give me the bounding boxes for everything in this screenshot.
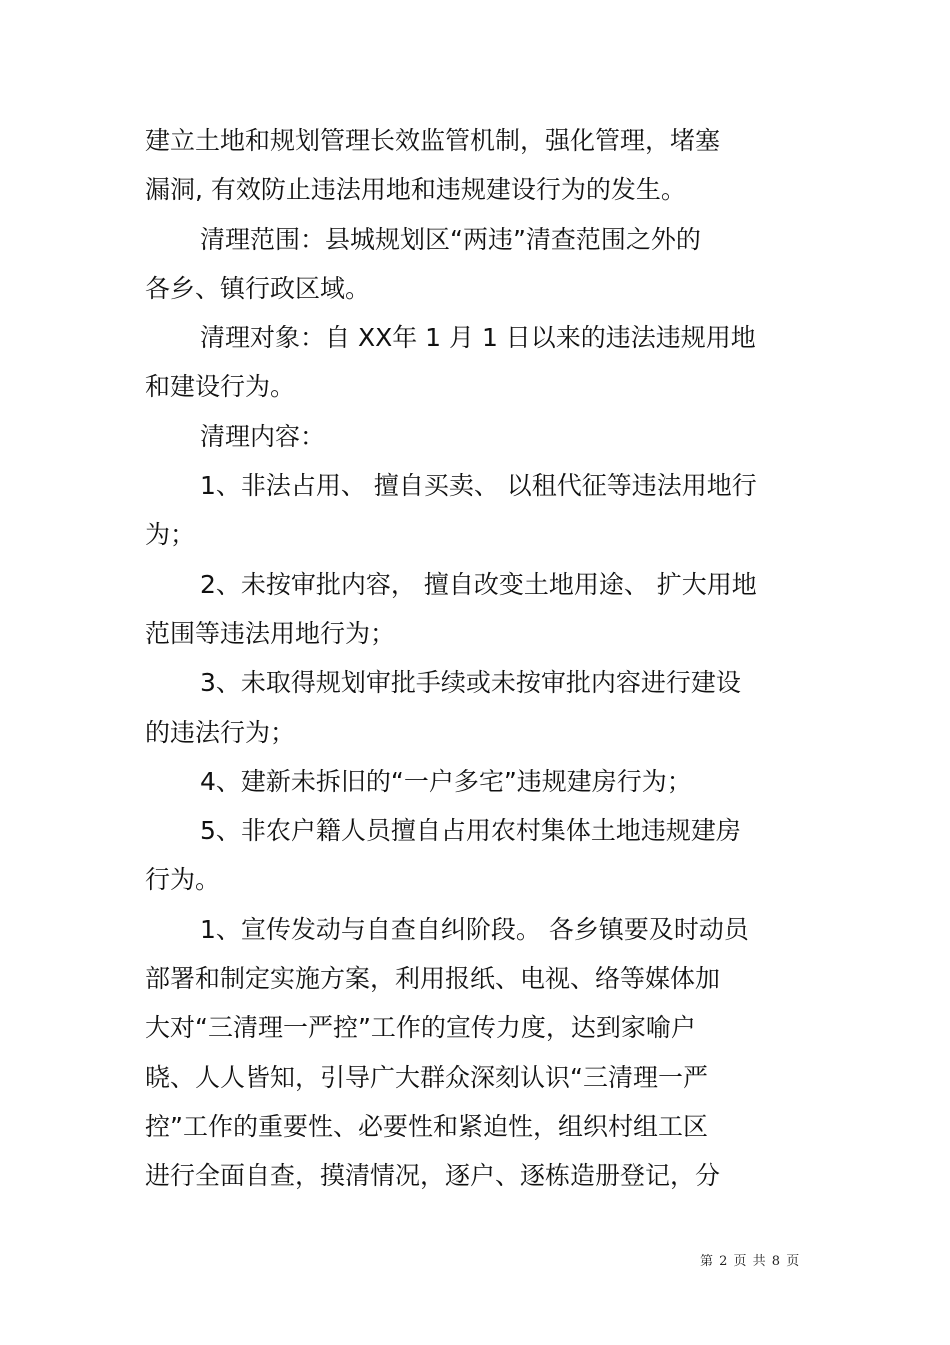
text-line: 1、非法占用、 擅自买卖、 以租代征等违法用地行 (200, 471, 757, 501)
text-line: 清理对象：自 XX年 1 月 1 日以来的违法违规用地 (200, 323, 756, 353)
text-line: 范围等违法用地行为； (145, 618, 396, 648)
text-line: 建立土地和规划管理长效监管机制，强化管理，堵塞 (145, 126, 721, 155)
text-line: 5、非农户籍人员擅自占用农村集体土地违规建房 (200, 816, 741, 846)
text-line: 1、宣传发动与自查自纠阶段。 各乡镇要及时动员 (200, 914, 749, 944)
text-line: 3、未取得规划审批手续或未按审批内容进行建设 (200, 668, 741, 698)
text-line: 和建设行为。 (145, 372, 296, 402)
page-number-footer: 第 2 页 共 8 页 (700, 1254, 801, 1269)
text-line: 部署和制定实施方案，利用报纸、电视、络等媒体加 (145, 964, 721, 994)
text-line: 为； (145, 520, 196, 550)
text-line: 清理内容： (200, 421, 326, 451)
document-body (145, 116, 825, 1201)
text-line: 2、未按审批内容， 擅自改变土地用途、 扩大用地 (200, 569, 757, 599)
text-line: 行为。 (145, 865, 221, 895)
text-line: 各乡、镇行政区域。 (145, 273, 371, 303)
text-line: 4、建新未拆旧的“一户多宅”违规建房行为； (200, 766, 692, 796)
text-line: 清理范围：县城规划区“两违”清查范围之外的 (200, 224, 701, 254)
text-line: 的违法行为； (145, 717, 296, 747)
text-line: 大对“三清理一严控”工作的宣传力度，达到家喻户 (145, 1013, 696, 1043)
text-line: 进行全面自查，摸清情况，逐户、逐栋造册登记，分 (145, 1161, 721, 1191)
text-line: 晓、人人皆知，引导广大群众深刻认识“三清理一严 (145, 1062, 708, 1092)
text-line: 控”工作的重要性、必要性和紧迫性，组织村组工区 (145, 1111, 708, 1141)
text-line: 漏洞, 有效防止违法用地和违规建设行为的发生。 (145, 175, 686, 205)
